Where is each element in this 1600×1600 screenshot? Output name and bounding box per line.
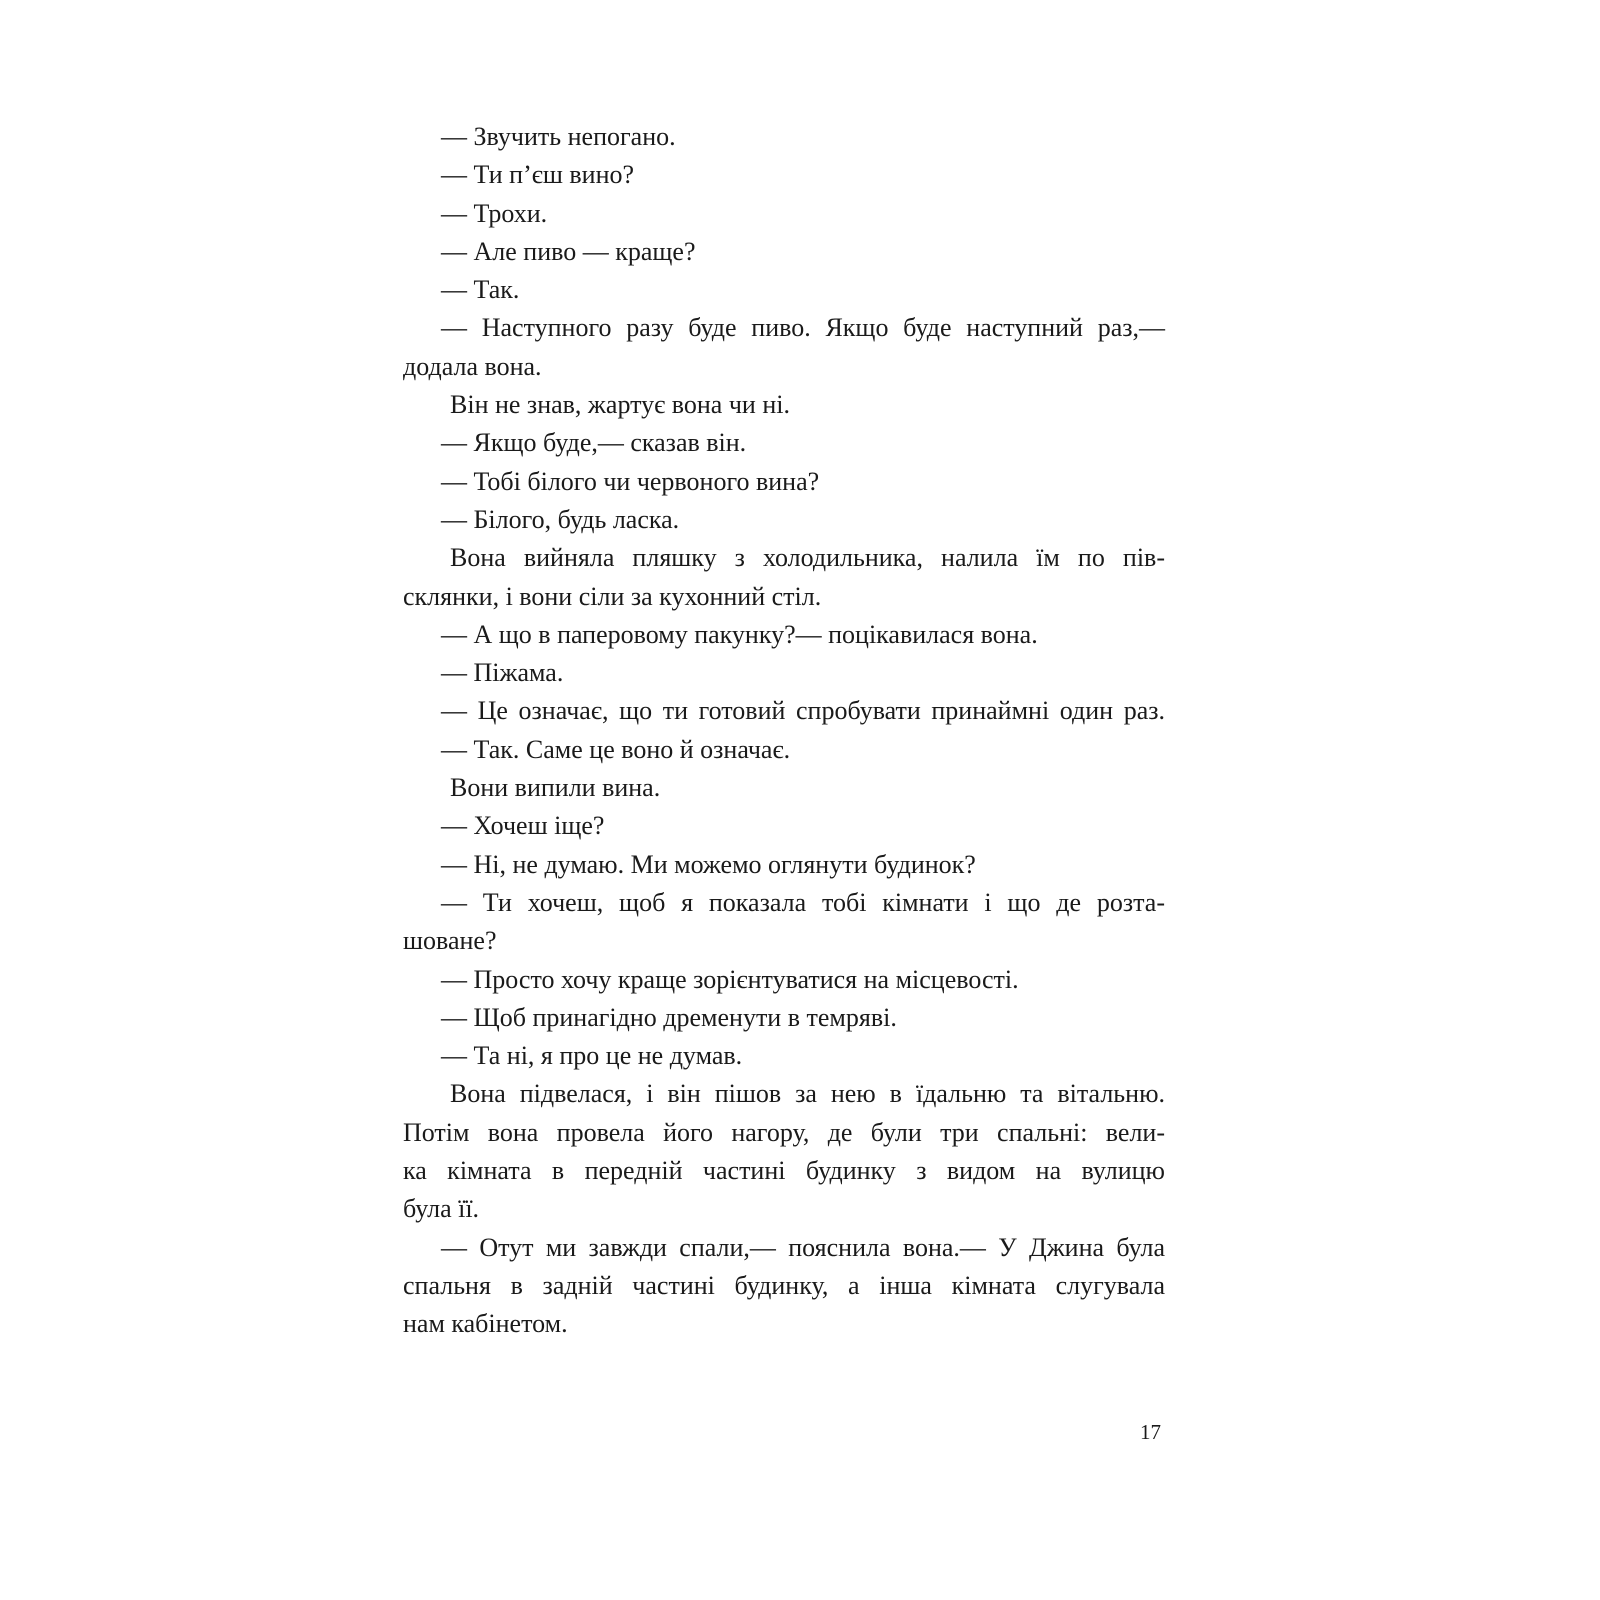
text-line: додала вона. — [403, 351, 542, 381]
dialogue-line: — Та ні, я про це не думав. — [441, 1041, 743, 1071]
dialogue-line: — Отут ми завжди спали,— пояснила вона.— У Джина була — [441, 1232, 1165, 1262]
body-text — [403, 118, 1165, 1344]
dialogue-line: — Так. Саме це воно й означає. — [441, 734, 791, 764]
text-line: склянки, і вони сіли за кухонний стіл. — [403, 581, 822, 611]
dialogue-line: — Ти п’єш вино? — [441, 160, 635, 190]
dialogue-line: — Хочеш іще? — [441, 811, 605, 841]
dialogue-line: — Ні, не думаю. Ми можемо оглянути будинок? — [441, 849, 976, 879]
text-line: Вона підвелася, і він пішов за нею в їдальню та вітальню. — [450, 1079, 1165, 1109]
dialogue-line: — Трохи. — [441, 198, 548, 228]
text-line: нам кабінетом. — [403, 1309, 568, 1339]
dialogue-line: — Так. — [441, 275, 520, 305]
dialogue-line: — Тобі білого чи червоного вина? — [441, 466, 820, 496]
text-line: Він не знав, жартує вона чи ні. — [450, 390, 790, 420]
text-line: була її. — [403, 1194, 480, 1224]
dialogue-line: — Наступного разу буде пиво. Якщо буде наступний раз,— — [441, 313, 1165, 343]
page-number: 17 — [1140, 1420, 1161, 1444]
text-line: Потім вона провела його нагору, де були три спальні: вели- — [403, 1117, 1165, 1147]
text-line: шоване? — [403, 926, 497, 956]
dialogue-line: — Це означає, що ти готовий спробувати принаймні один раз. — [441, 696, 1165, 726]
dialogue-line: — Білого, будь ласка. — [441, 504, 680, 534]
dialogue-line: — Якщо буде,— сказав він. — [441, 428, 747, 458]
dialogue-line: — Ти хочеш, щоб я показала тобі кімнати і що де розта- — [441, 887, 1165, 917]
dialogue-line: — А що в паперовому пакунку?— поцікавилася вона. — [441, 619, 1038, 649]
text-line: спальня в задній частині будинку, а інша кімната слугувала — [403, 1270, 1165, 1300]
dialogue-line: — Піжама. — [441, 658, 564, 688]
dialogue-line: — Просто хочу краще зорієнтуватися на місцевості. — [441, 964, 1019, 994]
text-line: ка кімната в передній частині будинку з видом на вулицю — [403, 1156, 1165, 1186]
text-line: Вона вийняла пляшку з холодильника, налила їм по пів- — [450, 543, 1165, 573]
dialogue-line: — Звучить непогано. — [441, 122, 676, 151]
dialogue-line: — Але пиво — краще? — [441, 236, 696, 266]
text-line: Вони випили вина. — [450, 773, 661, 803]
dialogue-line: — Щоб принагідно дременути в темряві. — [441, 1002, 897, 1032]
